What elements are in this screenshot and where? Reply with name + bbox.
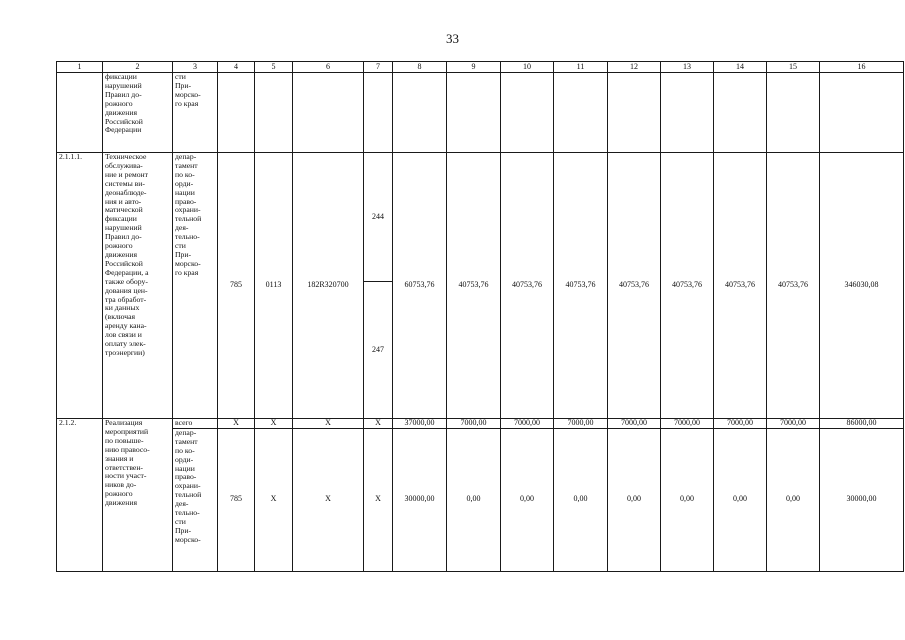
header-cell: 8 xyxy=(393,62,447,73)
table-row-2-1-1-1 xyxy=(57,153,904,282)
grbs-cell: 785 xyxy=(218,428,255,571)
header-cell: 15 xyxy=(767,62,820,73)
code-cell xyxy=(57,73,103,153)
header-cell: 4 xyxy=(218,62,255,73)
value-cell: 0,00 xyxy=(661,428,714,571)
empty-cell xyxy=(554,73,608,153)
total-value-cell: 30000,00 xyxy=(820,428,904,571)
table-row-2-1-2-total xyxy=(57,419,904,429)
grbs-cell: 785 xyxy=(218,153,255,419)
rzpr-cell: 0113 xyxy=(255,153,293,419)
table-row-continuation xyxy=(57,73,904,153)
table-row-2-1-2-dept xyxy=(57,428,904,571)
value-cell: 0,00 xyxy=(714,428,767,571)
code-cell: 2.1.2. xyxy=(57,419,103,572)
header-cell: 13 xyxy=(661,62,714,73)
event-name-cell: фиксации нарушений Правил до- рожного движения Российской Федерации xyxy=(103,73,173,153)
executor-total-cell: всего xyxy=(173,419,218,429)
value-cell: 7000,00 xyxy=(447,419,501,429)
value-cell: 7000,00 xyxy=(767,419,820,429)
total-value-cell: 346030,08 xyxy=(820,153,904,419)
value-cell: 60753,76 xyxy=(393,153,447,419)
empty-cell xyxy=(293,73,364,153)
header-cell: 10 xyxy=(501,62,554,73)
empty-cell xyxy=(608,73,661,153)
executor-cell: сти При- морско- го края xyxy=(173,73,218,153)
header-cell: 11 xyxy=(554,62,608,73)
code-cell: 2.1.1.1. xyxy=(57,153,103,419)
csr-cell: X xyxy=(293,419,364,429)
value-cell: 0,00 xyxy=(608,428,661,571)
executor-cell: депар- тамент по ко- орди- нации право- охрани- тельной дея- тельно- сти При- морско- го края xyxy=(173,153,218,419)
value-cell: 40753,76 xyxy=(608,153,661,419)
value-cell: 40753,76 xyxy=(554,153,608,419)
executor-cell: депар- тамент по ко- орди- нации право- охрани- тельной дея- тельно- сти При- морско- xyxy=(173,428,218,571)
event-name-cell: Техническое обслужива- ние и ремонт системы ви- деонаблюде- ния и авто- матической фиксации нарушений Правил до- рожного движения Российской Федерации, а также обору- дования цен- тра обработ- ки данных (включая аренду кана- лов связи и оплату элек- троэнергии) xyxy=(103,153,173,419)
value-cell: 40753,76 xyxy=(447,153,501,419)
header-cell: 12 xyxy=(608,62,661,73)
empty-cell xyxy=(820,73,904,153)
header-cell: 9 xyxy=(447,62,501,73)
value-cell: 0,00 xyxy=(554,428,608,571)
column-number-row xyxy=(57,62,904,73)
header-cell: 7 xyxy=(364,62,393,73)
header-cell: 16 xyxy=(820,62,904,73)
vr-cell: 247 xyxy=(364,282,393,419)
value-cell: 0,00 xyxy=(447,428,501,571)
event-name-cell: Реализация мероприятий по повыше- нию правосо- знания и ответствен- ности участ- ников до- рожного движения xyxy=(103,419,173,572)
rzpr-cell: X xyxy=(255,419,293,429)
value-cell: 0,00 xyxy=(767,428,820,571)
value-cell: 40753,76 xyxy=(661,153,714,419)
value-cell: 7000,00 xyxy=(714,419,767,429)
empty-cell xyxy=(447,73,501,153)
header-cell: 2 xyxy=(103,62,173,73)
csr-cell: 182R320700 xyxy=(293,153,364,419)
empty-cell xyxy=(218,73,255,153)
total-value-cell: 86000,00 xyxy=(820,419,904,429)
header-cell: 1 xyxy=(57,62,103,73)
value-cell: 7000,00 xyxy=(661,419,714,429)
header-cell: 6 xyxy=(293,62,364,73)
empty-cell xyxy=(714,73,767,153)
csr-cell: X xyxy=(293,428,364,571)
value-cell: 37000,00 xyxy=(393,419,447,429)
vr-cell: X xyxy=(364,428,393,571)
empty-cell xyxy=(393,73,447,153)
value-cell: 7000,00 xyxy=(608,419,661,429)
value-cell: 40753,76 xyxy=(714,153,767,419)
empty-cell xyxy=(255,73,293,153)
header-cell: 3 xyxy=(173,62,218,73)
budget-table xyxy=(56,61,904,572)
value-cell: 7000,00 xyxy=(554,419,608,429)
rzpr-cell: X xyxy=(255,428,293,571)
value-cell: 7000,00 xyxy=(501,419,554,429)
grbs-cell: X xyxy=(218,419,255,429)
value-cell: 30000,00 xyxy=(393,428,447,571)
empty-cell xyxy=(501,73,554,153)
header-cell: 5 xyxy=(255,62,293,73)
empty-cell xyxy=(661,73,714,153)
vr-cell: 244 xyxy=(364,153,393,282)
empty-cell xyxy=(767,73,820,153)
value-cell: 40753,76 xyxy=(501,153,554,419)
empty-cell xyxy=(364,73,393,153)
header-cell: 14 xyxy=(714,62,767,73)
page-number: 33 xyxy=(446,31,459,46)
value-cell: 0,00 xyxy=(501,428,554,571)
value-cell: 40753,76 xyxy=(767,153,820,419)
vr-cell: X xyxy=(364,419,393,429)
